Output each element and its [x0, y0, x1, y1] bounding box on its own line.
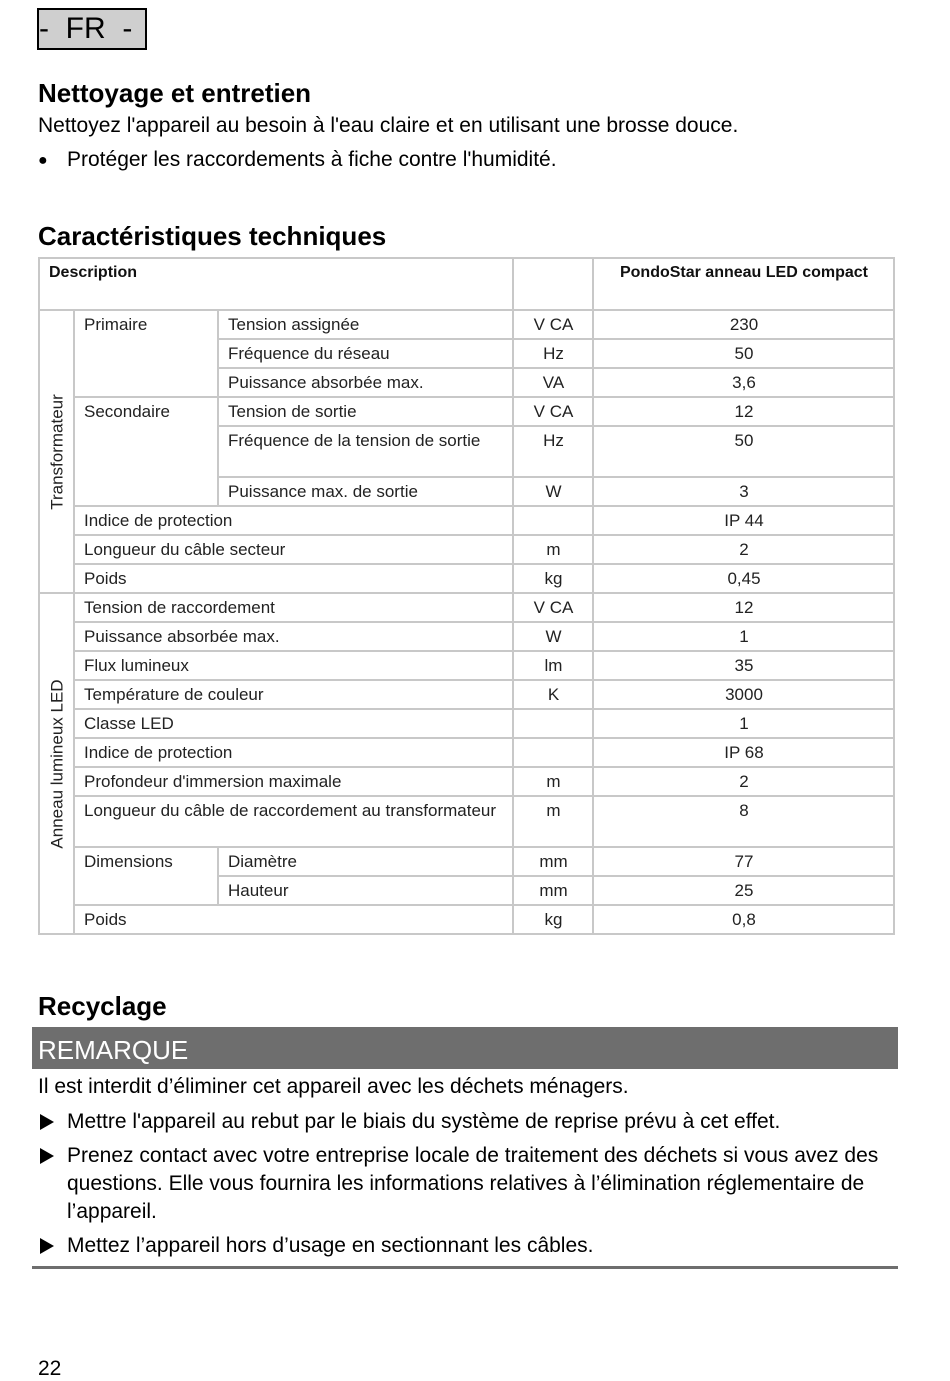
row-value: 77 — [593, 847, 894, 876]
cleaning-paragraph: Nettoyez l'appareil au besoin à l'eau claire et en utilisant une brosse douce. — [38, 114, 739, 137]
table-row — [39, 738, 894, 767]
row-unit — [513, 709, 593, 738]
recycling-item-text: Prenez contact avec votre entreprise locale de traitement des déchets si vous avez des questions. Elle vous fournira les informations relatives à l’élimination réglementaire de l’appareil. — [67, 1144, 879, 1223]
table-row — [39, 905, 894, 934]
row-unit: V CA — [513, 397, 593, 426]
row-unit: VA — [513, 368, 593, 397]
row-value: 1 — [593, 709, 894, 738]
row-unit: Hz — [513, 339, 593, 368]
row-value: 12 — [593, 593, 894, 622]
table-row — [39, 709, 894, 738]
recycling-item-text: Mettez l’appareil hors d’usage en sectionnant les câbles. — [67, 1234, 594, 1257]
row-value: 2 — [593, 535, 894, 564]
row-value: IP 68 — [593, 738, 894, 767]
table-header-row — [39, 258, 894, 310]
header-description: Description — [39, 258, 513, 310]
table-row — [39, 651, 894, 680]
header-product: PondoStar anneau LED compact — [593, 258, 894, 310]
group-transformer-label: Transformateur — [47, 393, 66, 510]
row-label: Poids — [74, 564, 513, 593]
row-unit: W — [513, 622, 593, 651]
table-row — [39, 310, 894, 339]
triangle-arrow-icon — [40, 1114, 54, 1130]
row-unit: kg — [513, 564, 593, 593]
page-number: 22 — [38, 1357, 62, 1380]
specs-heading: Caractéristiques techniques — [38, 221, 387, 251]
table-row — [39, 767, 894, 796]
row-value: 3,6 — [593, 368, 894, 397]
row-label: Hauteur — [218, 876, 513, 905]
row-value: 2 — [593, 767, 894, 796]
subgroup-secondaire: Secondaire — [74, 397, 218, 506]
table-row — [39, 622, 894, 651]
group-transformer — [39, 310, 74, 593]
row-value: 3 — [593, 477, 894, 506]
group-led — [39, 593, 74, 934]
row-label: Flux lumineux — [74, 651, 513, 680]
header-unit — [513, 258, 593, 310]
recycling-intro: Il est interdit d’éliminer cet appareil avec les déchets ménagers. — [38, 1075, 629, 1098]
recycling-item-text: Mettre l'appareil au rebut par le biais du système de reprise prévu à cet effet. — [67, 1110, 781, 1133]
row-unit: Hz — [513, 426, 593, 477]
row-value: IP 44 — [593, 506, 894, 535]
recycling-heading: Recyclage — [38, 991, 167, 1021]
table-row — [39, 796, 894, 847]
row-label: Profondeur d'immersion maximale — [74, 767, 513, 796]
row-unit: m — [513, 796, 593, 847]
row-value: 12 — [593, 397, 894, 426]
row-unit: mm — [513, 876, 593, 905]
group-led-label: Anneau lumineux LED — [47, 678, 66, 849]
row-value: 50 — [593, 426, 894, 477]
subgroup-primaire: Primaire — [74, 310, 218, 397]
row-label: Longueur du câble de raccordement au transformateur — [74, 796, 513, 847]
row-label: Tension de raccordement — [74, 593, 513, 622]
row-unit: m — [513, 767, 593, 796]
table-row — [39, 506, 894, 535]
row-value: 8 — [593, 796, 894, 847]
row-label: Tension de sortie — [218, 397, 513, 426]
row-label: Tension assignée — [218, 310, 513, 339]
row-label: Indice de protection — [74, 506, 513, 535]
table-row — [39, 847, 894, 876]
row-unit: mm — [513, 847, 593, 876]
row-unit: V CA — [513, 593, 593, 622]
row-value: 0,45 — [593, 564, 894, 593]
row-unit: W — [513, 477, 593, 506]
row-value: 0,8 — [593, 905, 894, 934]
row-value: 3000 — [593, 680, 894, 709]
row-label: Puissance absorbée max. — [218, 368, 513, 397]
row-label: Longueur du câble secteur — [74, 535, 513, 564]
table-row — [39, 535, 894, 564]
bullet-text: Protéger les raccordements à fiche contre l'humidité. — [67, 148, 557, 171]
cleaning-heading: Nettoyage et entretien — [38, 78, 312, 108]
table-row — [39, 564, 894, 593]
row-value: 50 — [593, 339, 894, 368]
row-unit: V CA — [513, 310, 593, 339]
row-label: Température de couleur — [74, 680, 513, 709]
triangle-arrow-icon — [40, 1238, 54, 1254]
row-unit — [513, 738, 593, 767]
row-value: 35 — [593, 651, 894, 680]
row-unit — [513, 506, 593, 535]
row-value: 25 — [593, 876, 894, 905]
row-unit: lm — [513, 651, 593, 680]
row-label: Poids — [74, 905, 513, 934]
notice-end-rule — [32, 1266, 898, 1269]
row-value: 1 — [593, 622, 894, 651]
row-label: Puissance absorbée max. — [74, 622, 513, 651]
row-label: Fréquence de la tension de sortie — [218, 426, 513, 477]
row-unit: m — [513, 535, 593, 564]
row-label: Indice de protection — [74, 738, 513, 767]
specs-table — [38, 257, 895, 935]
row-label: Classe LED — [74, 709, 513, 738]
notice-bar: REMARQUE — [32, 1027, 898, 1069]
row-label: Diamètre — [218, 847, 513, 876]
table-row — [39, 397, 894, 426]
row-label: Fréquence du réseau — [218, 339, 513, 368]
language-tag: - FR - — [37, 8, 147, 50]
table-row — [39, 680, 894, 709]
subgroup-dimensions: Dimensions — [74, 847, 218, 905]
bullet-dot-icon: ● — [38, 152, 48, 169]
row-unit: K — [513, 680, 593, 709]
row-unit: kg — [513, 905, 593, 934]
row-label: Puissance max. de sortie — [218, 477, 513, 506]
triangle-arrow-icon — [40, 1148, 54, 1164]
table-row — [39, 593, 894, 622]
row-value: 230 — [593, 310, 894, 339]
